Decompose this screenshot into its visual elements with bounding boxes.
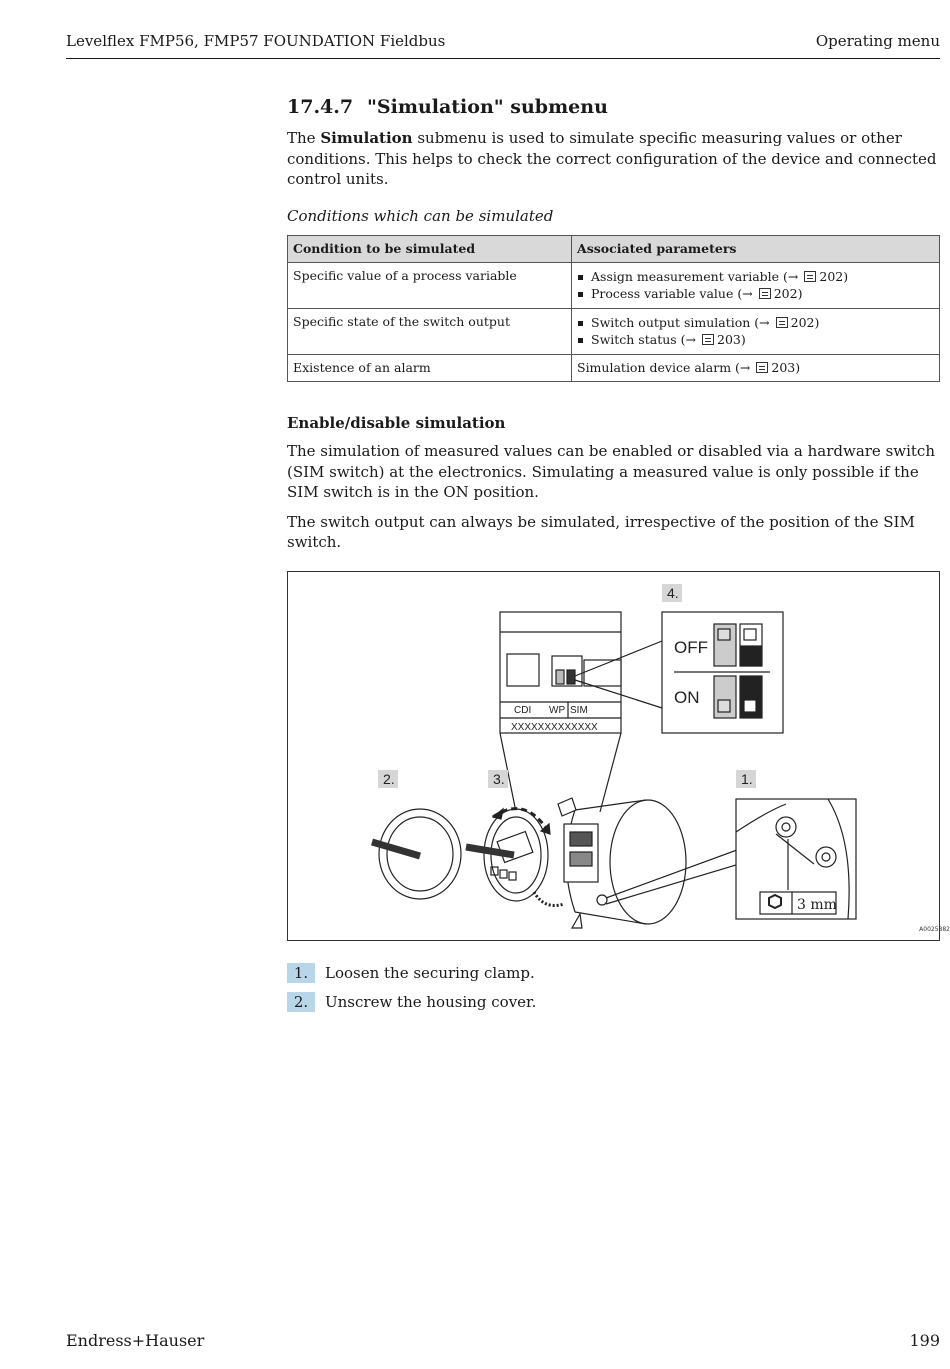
list-item: Switch output simulation (→ 202)	[577, 314, 934, 331]
intro-post: submenu is used to simulate specific measuring values or other conditions. This helps to check the correct configuration of the device and connected control units.	[287, 129, 937, 188]
sim-switch-illustration	[288, 572, 939, 940]
table-row	[288, 263, 940, 309]
switch-on-label: ON	[674, 687, 700, 707]
intro-paragraph	[287, 128, 940, 190]
conditions-title: Conditions which can be simulated	[287, 206, 554, 225]
table-cell-params	[572, 263, 940, 309]
page-number: 199	[909, 1331, 940, 1350]
page-ref-icon	[776, 317, 788, 328]
table-cell-condition: Specific state of the switch output	[288, 309, 572, 355]
enable-paragraph-1: The simulation of measured values can be enabled or disabled via a hardware switch (SIM switch) at the electronics. Simulating a measured value is only possible if the SIM switch is in the ON position.	[287, 442, 935, 501]
step-number: 2.	[287, 992, 315, 1012]
fig-label-1: 1.	[741, 770, 753, 787]
fig-label-2: 2.	[383, 770, 395, 787]
cdi-label: CDI	[514, 704, 532, 716]
sim-label: SIM	[570, 704, 588, 716]
fig-label-3: 3.	[493, 770, 505, 787]
section-number: 17.4.7	[287, 96, 354, 118]
table-cell-params: Simulation device alarm (→ 203)	[572, 355, 940, 382]
list-item	[287, 992, 940, 1021]
table-header: Associated parameters	[572, 236, 940, 263]
serial-label: XXXXXXXXXXXXX	[511, 721, 598, 733]
table-header-row	[288, 236, 940, 263]
page-ref-icon	[702, 334, 714, 345]
figure-id: A0025882	[919, 926, 950, 933]
page-ref-icon	[756, 362, 768, 373]
table-row	[288, 309, 940, 355]
fig-label-4: 4.	[667, 584, 679, 601]
table-cell-condition: Specific value of a process variable	[288, 263, 572, 309]
table-row	[288, 355, 940, 382]
enable-paragraph-2: The switch output can always be simulated, irrespective of the position of the SIM switch.	[287, 512, 915, 551]
conditions-table	[287, 235, 940, 382]
sim-switch-figure	[287, 571, 940, 941]
header-product: Levelflex FMP56, FMP57 FOUNDATION Fieldbus	[66, 32, 446, 50]
step-text: Loosen the securing clamp.	[325, 963, 535, 982]
table-header: Condition to be simulated	[288, 236, 572, 263]
table-cell-condition: Existence of an alarm	[288, 355, 572, 382]
intro-pre: The	[287, 129, 321, 147]
table-cell-params	[572, 309, 940, 355]
page-ref-icon	[759, 288, 771, 299]
list-item: Assign measurement variable (→ 202)	[577, 268, 934, 285]
list-item: Switch status (→ 203)	[577, 331, 934, 348]
list-item: Process variable value (→ 202)	[577, 285, 934, 302]
list-item	[287, 963, 940, 992]
enable-heading: Enable/disable simulation	[287, 414, 506, 432]
page-header	[66, 30, 940, 59]
steps-list	[287, 963, 940, 1021]
step-text: Unscrew the housing cover.	[325, 992, 537, 1011]
step-number: 1.	[287, 963, 315, 983]
section-title-text: "Simulation" submenu	[367, 96, 608, 118]
wp-label: WP	[549, 704, 566, 716]
switch-off-label: OFF	[674, 637, 708, 657]
section-title	[287, 96, 940, 118]
footer-brand: Endress+Hauser	[66, 1331, 205, 1350]
page-ref-icon	[804, 271, 816, 282]
header-chapter: Operating menu	[815, 32, 940, 50]
intro-bold: Simulation	[320, 129, 413, 147]
main-content	[287, 96, 940, 1021]
tool-size-label: 3 mm	[797, 896, 837, 913]
